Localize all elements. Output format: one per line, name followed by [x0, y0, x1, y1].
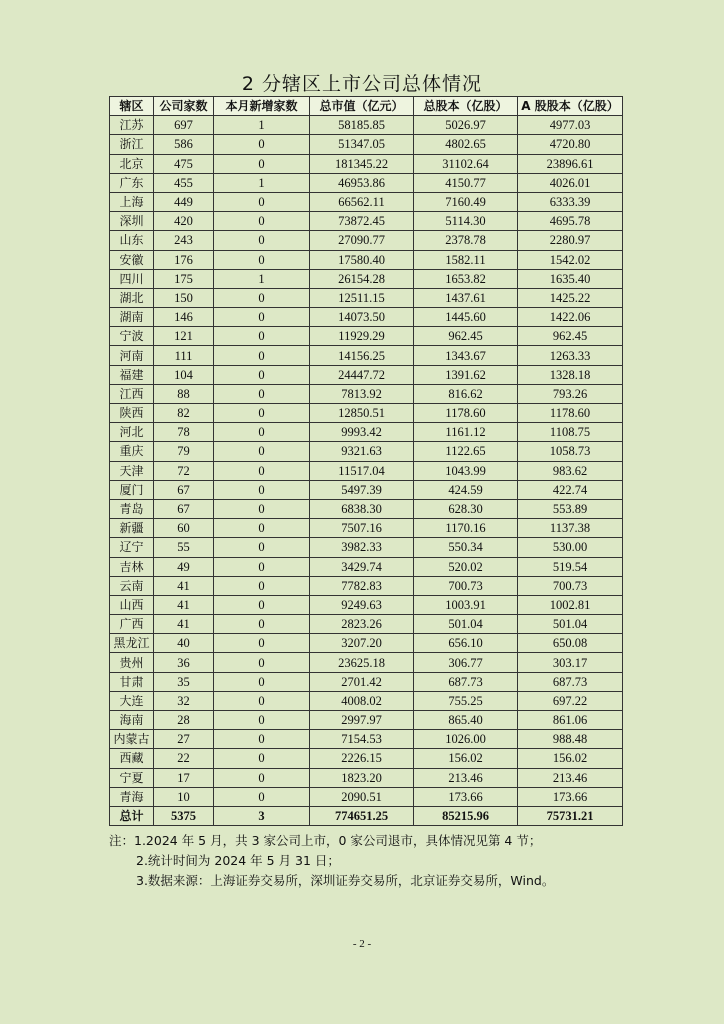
value-cell: 475	[154, 154, 214, 173]
value-cell: 1137.38	[518, 519, 623, 538]
value-cell: 422.74	[518, 480, 623, 499]
value-cell: 173.66	[414, 787, 518, 806]
value-cell: 173.66	[518, 787, 623, 806]
value-cell: 1445.60	[414, 308, 518, 327]
value-cell: 4720.80	[518, 135, 623, 154]
region-cell: 云南	[110, 576, 154, 595]
value-cell: 3429.74	[310, 557, 414, 576]
value-cell: 73872.45	[310, 212, 414, 231]
value-cell: 420	[154, 212, 214, 231]
table-row	[110, 231, 623, 250]
value-cell: 983.62	[518, 461, 623, 480]
value-cell: 4977.03	[518, 116, 623, 135]
value-cell: 17	[154, 768, 214, 787]
value-cell: 213.46	[518, 768, 623, 787]
value-cell: 24447.72	[310, 365, 414, 384]
value-cell: 0	[214, 192, 310, 211]
column-header: A 股股本（亿股）	[518, 97, 623, 116]
value-cell: 36	[154, 653, 214, 672]
value-cell: 11929.29	[310, 327, 414, 346]
listed-companies-table	[109, 96, 623, 826]
table-row	[110, 595, 623, 614]
value-cell: 5114.30	[414, 212, 518, 231]
value-cell: 0	[214, 538, 310, 557]
value-cell: 0	[214, 423, 310, 442]
value-cell: 146	[154, 308, 214, 327]
value-cell: 424.59	[414, 480, 518, 499]
value-cell: 60	[154, 519, 214, 538]
value-cell: 449	[154, 192, 214, 211]
value-cell: 0	[214, 749, 310, 768]
table-row	[110, 269, 623, 288]
region-cell: 四川	[110, 269, 154, 288]
value-cell: 28	[154, 711, 214, 730]
value-cell: 55	[154, 538, 214, 557]
page-title: 2 分辖区上市公司总体情况	[241, 73, 483, 95]
value-cell: 501.04	[414, 615, 518, 634]
table-row	[110, 173, 623, 192]
table-row	[110, 346, 623, 365]
total-value-cell: 5375	[154, 806, 214, 825]
value-cell: 962.45	[414, 327, 518, 346]
value-cell: 1542.02	[518, 250, 623, 269]
value-cell: 0	[214, 212, 310, 231]
table-row	[110, 730, 623, 749]
region-cell: 内蒙古	[110, 730, 154, 749]
table-row	[110, 212, 623, 231]
value-cell: 1	[214, 173, 310, 192]
value-cell: 32	[154, 691, 214, 710]
value-cell: 17580.40	[310, 250, 414, 269]
region-cell: 重庆	[110, 442, 154, 461]
value-cell: 520.02	[414, 557, 518, 576]
table-row	[110, 672, 623, 691]
value-cell: 1328.18	[518, 365, 623, 384]
value-cell: 88	[154, 384, 214, 403]
value-cell: 23625.18	[310, 653, 414, 672]
value-cell: 51347.05	[310, 135, 414, 154]
value-cell: 0	[214, 250, 310, 269]
value-cell: 501.04	[518, 615, 623, 634]
value-cell: 12850.51	[310, 404, 414, 423]
value-cell: 58185.85	[310, 116, 414, 135]
region-cell: 山东	[110, 231, 154, 250]
value-cell: 7813.92	[310, 384, 414, 403]
note-1: 注：1.2024 年 5 月，共 3 家公司上市，0 家公司退市，具体情况见第 4 节；	[109, 833, 542, 848]
table-row	[110, 250, 623, 269]
value-cell: 0	[214, 231, 310, 250]
value-cell: 6333.39	[518, 192, 623, 211]
column-header: 公司家数	[154, 97, 214, 116]
region-cell: 辽宁	[110, 538, 154, 557]
region-cell: 青岛	[110, 499, 154, 518]
value-cell: 0	[214, 691, 310, 710]
region-cell: 海南	[110, 711, 154, 730]
region-cell: 甘肃	[110, 672, 154, 691]
value-cell: 67	[154, 499, 214, 518]
column-header: 本月新增家数	[214, 97, 310, 116]
value-cell: 1263.33	[518, 346, 623, 365]
table-row	[110, 634, 623, 653]
column-header: 总股本（亿股）	[414, 97, 518, 116]
value-cell: 0	[214, 308, 310, 327]
value-cell: 0	[214, 576, 310, 595]
value-cell: 1161.12	[414, 423, 518, 442]
value-cell: 2378.78	[414, 231, 518, 250]
table-row	[110, 480, 623, 499]
value-cell: 0	[214, 442, 310, 461]
table-row	[110, 154, 623, 173]
value-cell: 4026.01	[518, 173, 623, 192]
value-cell: 1178.60	[414, 404, 518, 423]
region-cell: 吉林	[110, 557, 154, 576]
column-header: 总市值（亿元）	[310, 97, 414, 116]
region-cell: 宁夏	[110, 768, 154, 787]
region-cell: 上海	[110, 192, 154, 211]
table-row	[110, 192, 623, 211]
value-cell: 0	[214, 595, 310, 614]
value-cell: 0	[214, 404, 310, 423]
page-number: - 2 -	[352, 938, 372, 950]
value-cell: 6838.30	[310, 499, 414, 518]
value-cell: 1178.60	[518, 404, 623, 423]
total-value-cell: 3	[214, 806, 310, 825]
value-cell: 82	[154, 404, 214, 423]
value-cell: 700.73	[414, 576, 518, 595]
value-cell: 0	[214, 346, 310, 365]
value-cell: 628.30	[414, 499, 518, 518]
value-cell: 23896.61	[518, 154, 623, 173]
value-cell: 27	[154, 730, 214, 749]
region-cell: 广西	[110, 615, 154, 634]
total-value-cell: 774651.25	[310, 806, 414, 825]
region-cell: 天津	[110, 461, 154, 480]
value-cell: 1	[214, 269, 310, 288]
region-cell: 河南	[110, 346, 154, 365]
value-cell: 755.25	[414, 691, 518, 710]
table-row	[110, 327, 623, 346]
note-2: 2.统计时间为 2024 年 5 月 31 日；	[136, 853, 340, 868]
value-cell: 303.17	[518, 653, 623, 672]
value-cell: 5026.97	[414, 116, 518, 135]
region-cell: 安徽	[110, 250, 154, 269]
value-cell: 2823.26	[310, 615, 414, 634]
value-cell: 7154.53	[310, 730, 414, 749]
value-cell: 41	[154, 615, 214, 634]
value-cell: 1437.61	[414, 288, 518, 307]
region-cell: 大连	[110, 691, 154, 710]
value-cell: 656.10	[414, 634, 518, 653]
table-row	[110, 557, 623, 576]
value-cell: 2090.51	[310, 787, 414, 806]
value-cell: 40	[154, 634, 214, 653]
value-cell: 181345.22	[310, 154, 414, 173]
value-cell: 66562.11	[310, 192, 414, 211]
table-row	[110, 365, 623, 384]
value-cell: 1635.40	[518, 269, 623, 288]
total-value-cell: 85215.96	[414, 806, 518, 825]
value-cell: 121	[154, 327, 214, 346]
value-cell: 553.89	[518, 499, 623, 518]
value-cell: 0	[214, 154, 310, 173]
value-cell: 150	[154, 288, 214, 307]
value-cell: 519.54	[518, 557, 623, 576]
value-cell: 26154.28	[310, 269, 414, 288]
region-cell: 山西	[110, 595, 154, 614]
table-row	[110, 288, 623, 307]
table-row	[110, 308, 623, 327]
value-cell: 104	[154, 365, 214, 384]
value-cell: 1026.00	[414, 730, 518, 749]
region-cell: 贵州	[110, 653, 154, 672]
value-cell: 27090.77	[310, 231, 414, 250]
value-cell: 0	[214, 653, 310, 672]
table-row	[110, 711, 623, 730]
value-cell: 0	[214, 135, 310, 154]
value-cell: 9249.63	[310, 595, 414, 614]
value-cell: 0	[214, 787, 310, 806]
total-label-cell: 总计	[110, 806, 154, 825]
table-row	[110, 135, 623, 154]
region-cell: 浙江	[110, 135, 154, 154]
region-cell: 江苏	[110, 116, 154, 135]
table-row	[110, 116, 623, 135]
table-row	[110, 423, 623, 442]
value-cell: 0	[214, 499, 310, 518]
value-cell: 0	[214, 480, 310, 499]
value-cell: 2997.97	[310, 711, 414, 730]
value-cell: 687.73	[414, 672, 518, 691]
value-cell: 1582.11	[414, 250, 518, 269]
value-cell: 962.45	[518, 327, 623, 346]
value-cell: 1653.82	[414, 269, 518, 288]
table-row	[110, 404, 623, 423]
table-row	[110, 461, 623, 480]
value-cell: 455	[154, 173, 214, 192]
table-row	[110, 538, 623, 557]
value-cell: 14156.25	[310, 346, 414, 365]
value-cell: 7782.83	[310, 576, 414, 595]
region-cell: 黑龙江	[110, 634, 154, 653]
value-cell: 306.77	[414, 653, 518, 672]
value-cell: 0	[214, 365, 310, 384]
region-cell: 湖北	[110, 288, 154, 307]
value-cell: 988.48	[518, 730, 623, 749]
value-cell: 41	[154, 595, 214, 614]
value-cell: 1425.22	[518, 288, 623, 307]
value-cell: 7160.49	[414, 192, 518, 211]
value-cell: 2701.42	[310, 672, 414, 691]
value-cell: 1003.91	[414, 595, 518, 614]
region-cell: 福建	[110, 365, 154, 384]
table-row	[110, 615, 623, 634]
value-cell: 1391.62	[414, 365, 518, 384]
region-cell: 河北	[110, 423, 154, 442]
value-cell: 10	[154, 787, 214, 806]
value-cell: 816.62	[414, 384, 518, 403]
value-cell: 9993.42	[310, 423, 414, 442]
table-row	[110, 442, 623, 461]
region-cell: 青海	[110, 787, 154, 806]
value-cell: 1422.06	[518, 308, 623, 327]
value-cell: 4150.77	[414, 173, 518, 192]
value-cell: 46953.86	[310, 173, 414, 192]
value-cell: 865.40	[414, 711, 518, 730]
value-cell: 0	[214, 730, 310, 749]
value-cell: 3207.20	[310, 634, 414, 653]
value-cell: 41	[154, 576, 214, 595]
notes	[109, 831, 709, 891]
value-cell: 1043.99	[414, 461, 518, 480]
value-cell: 4695.78	[518, 212, 623, 231]
value-cell: 67	[154, 480, 214, 499]
value-cell: 79	[154, 442, 214, 461]
value-cell: 0	[214, 615, 310, 634]
value-cell: 213.46	[414, 768, 518, 787]
table-row	[110, 691, 623, 710]
value-cell: 72	[154, 461, 214, 480]
value-cell: 175	[154, 269, 214, 288]
value-cell: 14073.50	[310, 308, 414, 327]
value-cell: 22	[154, 749, 214, 768]
region-cell: 深圳	[110, 212, 154, 231]
table-row	[110, 384, 623, 403]
value-cell: 1170.16	[414, 519, 518, 538]
value-cell: 9321.63	[310, 442, 414, 461]
value-cell: 3982.33	[310, 538, 414, 557]
value-cell: 0	[214, 288, 310, 307]
value-cell: 530.00	[518, 538, 623, 557]
value-cell: 4008.02	[310, 691, 414, 710]
value-cell: 650.08	[518, 634, 623, 653]
value-cell: 11517.04	[310, 461, 414, 480]
value-cell: 0	[214, 461, 310, 480]
region-cell: 宁波	[110, 327, 154, 346]
table-row	[110, 653, 623, 672]
value-cell: 49	[154, 557, 214, 576]
value-cell: 861.06	[518, 711, 623, 730]
region-cell: 北京	[110, 154, 154, 173]
value-cell: 1058.73	[518, 442, 623, 461]
value-cell: 697	[154, 116, 214, 135]
value-cell: 1343.67	[414, 346, 518, 365]
value-cell: 0	[214, 557, 310, 576]
table-row	[110, 576, 623, 595]
value-cell: 700.73	[518, 576, 623, 595]
value-cell: 156.02	[414, 749, 518, 768]
region-cell: 江西	[110, 384, 154, 403]
value-cell: 0	[214, 327, 310, 346]
value-cell: 0	[214, 768, 310, 787]
total-value-cell: 75731.21	[518, 806, 623, 825]
table-header-row	[110, 97, 623, 116]
value-cell: 12511.15	[310, 288, 414, 307]
value-cell: 0	[214, 519, 310, 538]
value-cell: 1	[214, 116, 310, 135]
value-cell: 243	[154, 231, 214, 250]
value-cell: 7507.16	[310, 519, 414, 538]
value-cell: 4802.65	[414, 135, 518, 154]
value-cell: 1002.81	[518, 595, 623, 614]
value-cell: 1122.65	[414, 442, 518, 461]
total-row	[110, 806, 623, 825]
table-row	[110, 787, 623, 806]
value-cell: 31102.64	[414, 154, 518, 173]
region-cell: 厦门	[110, 480, 154, 499]
region-cell: 陕西	[110, 404, 154, 423]
region-cell: 广东	[110, 173, 154, 192]
table-row	[110, 499, 623, 518]
value-cell: 5497.39	[310, 480, 414, 499]
table-row	[110, 768, 623, 787]
column-header: 辖区	[110, 97, 154, 116]
value-cell: 0	[214, 711, 310, 730]
value-cell: 156.02	[518, 749, 623, 768]
value-cell: 0	[214, 672, 310, 691]
value-cell: 697.22	[518, 691, 623, 710]
region-cell: 湖南	[110, 308, 154, 327]
value-cell: 78	[154, 423, 214, 442]
value-cell: 550.34	[414, 538, 518, 557]
value-cell: 2226.15	[310, 749, 414, 768]
value-cell: 687.73	[518, 672, 623, 691]
value-cell: 0	[214, 384, 310, 403]
table-row	[110, 519, 623, 538]
value-cell: 176	[154, 250, 214, 269]
value-cell: 1823.20	[310, 768, 414, 787]
value-cell: 111	[154, 346, 214, 365]
value-cell: 1108.75	[518, 423, 623, 442]
region-cell: 西藏	[110, 749, 154, 768]
note-3: 3.数据来源：上海证券交易所，深圳证券交易所，北京证券交易所，Wind。	[136, 873, 555, 888]
value-cell: 793.26	[518, 384, 623, 403]
value-cell: 0	[214, 634, 310, 653]
value-cell: 2280.97	[518, 231, 623, 250]
region-cell: 新疆	[110, 519, 154, 538]
value-cell: 586	[154, 135, 214, 154]
value-cell: 35	[154, 672, 214, 691]
table-row	[110, 749, 623, 768]
